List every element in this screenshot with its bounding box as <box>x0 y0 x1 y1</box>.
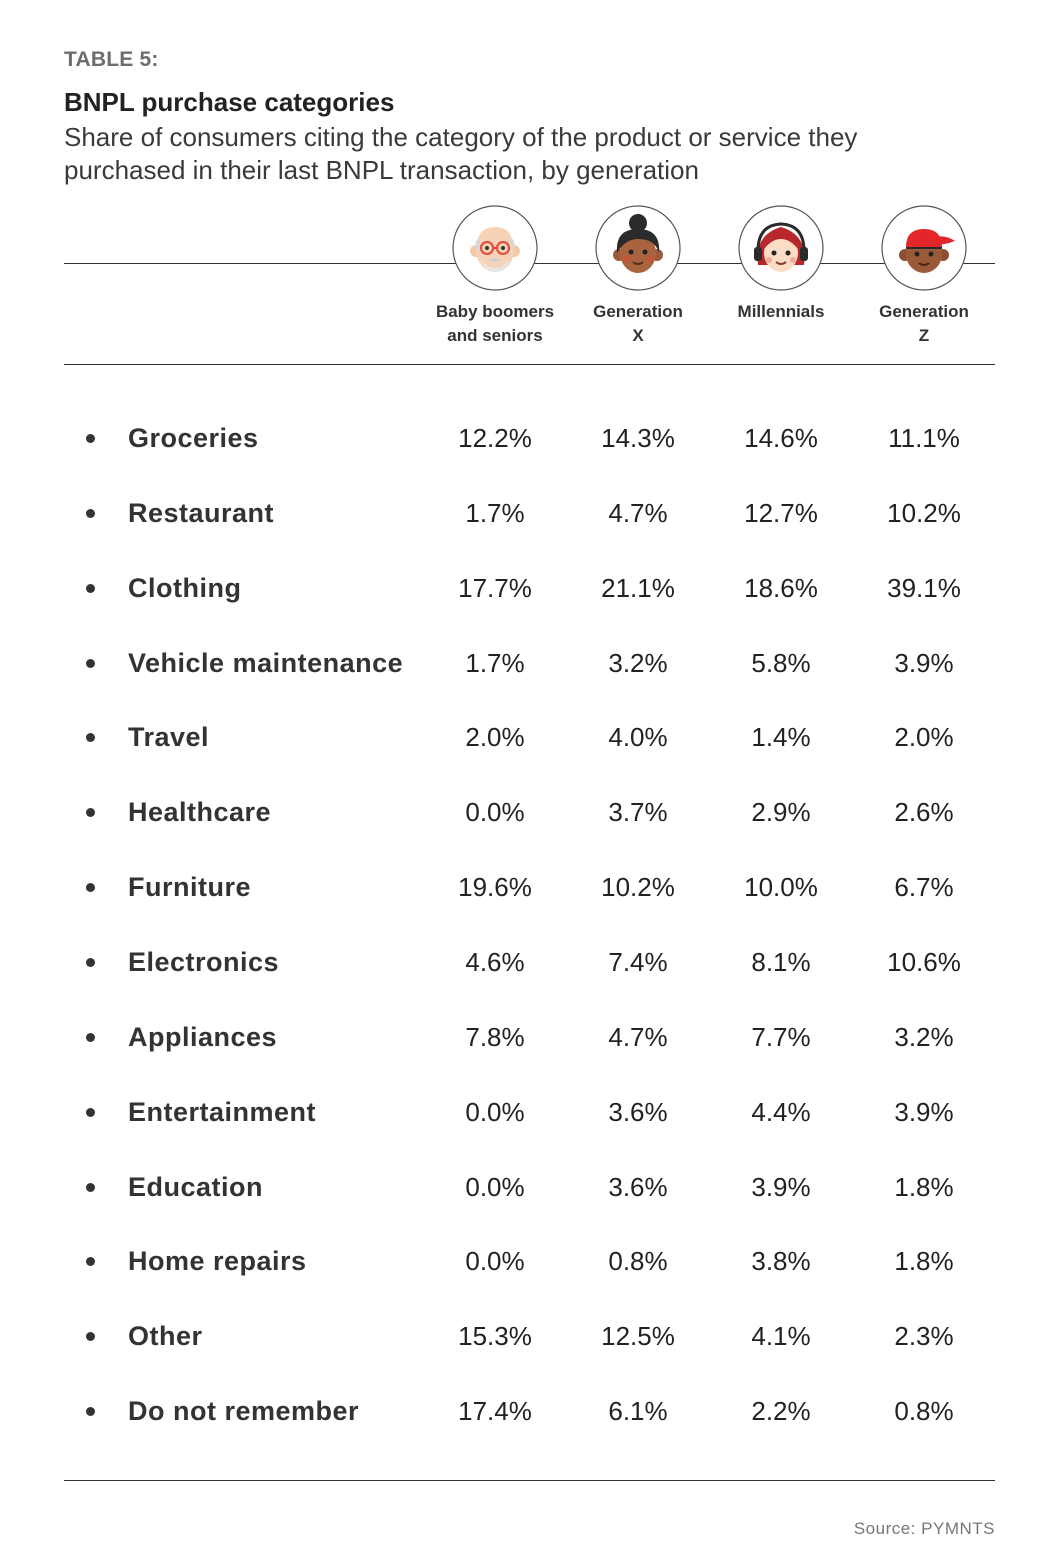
column-header-millennials <box>711 300 851 324</box>
column-header-line: and seniors <box>447 326 543 345</box>
bullet-icon <box>86 733 95 742</box>
table-row <box>0 494 1053 534</box>
row-category-label: Appliances <box>128 1021 278 1052</box>
row-value-cell: 10.0% <box>744 872 818 903</box>
row-value-cell: 4.7% <box>608 497 668 528</box>
row-value-cell: 7.7% <box>751 1021 811 1052</box>
row-value-cell: 2.0% <box>465 722 525 753</box>
column-header-generation-z <box>854 300 994 348</box>
row-value-cell: 3.2% <box>894 1021 954 1052</box>
row-value-cell: 2.6% <box>894 797 954 828</box>
row-value-cell: 1.7% <box>465 497 525 528</box>
row-category-label: Travel <box>128 722 210 753</box>
row-value-cell: 10.6% <box>887 946 961 977</box>
bullet-icon <box>86 434 95 443</box>
table-row <box>0 1392 1053 1432</box>
bullet-icon <box>86 1108 95 1117</box>
bullet-icon <box>86 659 95 668</box>
row-value-cell: 2.3% <box>894 1321 954 1352</box>
chart-subtitle: Share of consumers citing the category of the product or service they purchased in their last BNPL transaction, by generation <box>64 122 858 185</box>
row-category-label: Do not remember <box>128 1396 360 1427</box>
row-value-cell: 7.8% <box>465 1021 525 1052</box>
table-row <box>0 1317 1053 1357</box>
column-header-line: Z <box>918 326 930 345</box>
table-row <box>0 868 1053 908</box>
bullet-icon <box>86 808 95 817</box>
row-category-label: Clothing <box>128 572 242 603</box>
row-value-cell: 3.6% <box>608 1096 668 1127</box>
row-value-cell: 3.9% <box>894 647 954 678</box>
table-row <box>0 1168 1053 1208</box>
row-value-cell: 14.3% <box>601 423 675 453</box>
row-value-cell: 3.9% <box>751 1171 811 1202</box>
row-value-cell: 1.8% <box>894 1246 954 1277</box>
row-category-label: Healthcare <box>128 797 272 828</box>
table-row <box>0 569 1053 609</box>
row-category-label: Home repairs <box>128 1246 307 1277</box>
chart-title: BNPL purchase categories <box>64 87 395 117</box>
row-category-label: Furniture <box>128 872 251 903</box>
row-value-cell: 21.1% <box>601 572 675 603</box>
source-note: Source: PYMNTS <box>853 1519 995 1538</box>
row-value-cell: 2.2% <box>751 1396 811 1427</box>
row-value-cell: 8.1% <box>751 946 811 977</box>
row-value-cell: 1.4% <box>751 722 811 753</box>
bullet-icon <box>86 1332 95 1341</box>
row-value-cell: 0.8% <box>608 1246 668 1277</box>
row-value-cell: 14.6% <box>744 423 818 453</box>
row-value-cell: 2.0% <box>894 722 954 753</box>
row-value-cell: 3.6% <box>608 1171 668 1202</box>
row-value-cell: 3.7% <box>608 797 668 828</box>
row-value-cell: 0.8% <box>894 1396 954 1427</box>
table-row <box>0 1093 1053 1133</box>
row-value-cell: 19.6% <box>458 872 532 903</box>
row-category-label: Other <box>128 1321 203 1352</box>
row-value-cell: 15.3% <box>458 1321 532 1352</box>
column-header-line: Generation <box>593 302 683 321</box>
row-value-cell: 4.6% <box>465 946 525 977</box>
bullet-icon <box>86 509 95 518</box>
row-value-cell: 3.2% <box>608 647 668 678</box>
column-header-generation-x <box>568 300 708 348</box>
row-value-cell: 4.1% <box>751 1321 811 1352</box>
bullet-icon <box>86 1407 95 1416</box>
row-value-cell: 0.0% <box>465 797 525 828</box>
row-category-label: Restaurant <box>128 497 275 528</box>
row-value-cell: 4.0% <box>608 722 668 753</box>
bullet-icon <box>86 584 95 593</box>
table-row <box>0 1242 1053 1282</box>
row-value-cell: 12.5% <box>601 1321 675 1352</box>
column-header-line: X <box>632 326 644 345</box>
row-category-label: Groceries <box>128 423 259 453</box>
woman-avatar-icon <box>595 205 681 291</box>
headphones-woman-avatar-icon <box>738 205 824 291</box>
table-row <box>0 943 1053 983</box>
table-row <box>0 1018 1053 1058</box>
table-row <box>0 793 1053 833</box>
row-value-cell: 17.7% <box>458 572 532 603</box>
row-value-cell: 1.7% <box>465 647 525 678</box>
row-value-cell: 11.1% <box>888 423 960 453</box>
bullet-icon <box>86 958 95 967</box>
table-row <box>0 718 1053 758</box>
row-category-label: Electronics <box>128 946 280 977</box>
row-value-cell: 0.0% <box>465 1096 525 1127</box>
table-label: TABLE 5: <box>64 48 159 71</box>
bullet-icon <box>86 883 95 892</box>
table-row <box>0 644 1053 684</box>
header-bottom-rule <box>64 364 995 365</box>
row-category-label: Vehicle maintenance <box>128 647 404 678</box>
row-value-cell: 18.6% <box>744 572 818 603</box>
row-category-label: Education <box>128 1171 264 1202</box>
column-header-line: Generation <box>879 302 969 321</box>
row-value-cell: 6.1% <box>608 1396 668 1427</box>
row-category-label: Entertainment <box>128 1096 317 1127</box>
row-value-cell: 12.2% <box>458 423 532 453</box>
row-value-cell: 10.2% <box>601 872 675 903</box>
row-value-cell: 3.8% <box>751 1246 811 1277</box>
elderly-man-avatar-icon <box>452 205 538 291</box>
row-value-cell: 3.9% <box>894 1096 954 1127</box>
table-bottom-rule <box>64 1480 995 1481</box>
row-value-cell: 12.7% <box>744 497 818 528</box>
bullet-icon <box>86 1257 95 1266</box>
table-row <box>0 419 1053 459</box>
row-value-cell: 39.1% <box>887 572 961 603</box>
cap-boy-avatar-icon <box>881 205 967 291</box>
bullet-icon <box>86 1033 95 1042</box>
row-value-cell: 2.9% <box>751 797 811 828</box>
row-value-cell: 7.4% <box>608 946 668 977</box>
row-value-cell: 0.0% <box>465 1171 525 1202</box>
row-value-cell: 4.4% <box>751 1096 811 1127</box>
row-value-cell: 6.7% <box>894 872 954 903</box>
column-header-baby-boomers <box>425 300 565 348</box>
bullet-icon <box>86 1183 95 1192</box>
column-header-line: Millennials <box>737 302 825 321</box>
row-value-cell: 4.7% <box>608 1021 668 1052</box>
row-value-cell: 1.8% <box>894 1171 954 1202</box>
column-header-line: Baby boomers <box>435 302 555 321</box>
row-value-cell: 5.8% <box>751 647 811 678</box>
row-value-cell: 0.0% <box>465 1246 525 1277</box>
row-value-cell: 17.4% <box>458 1396 532 1427</box>
row-value-cell: 10.2% <box>887 497 961 528</box>
